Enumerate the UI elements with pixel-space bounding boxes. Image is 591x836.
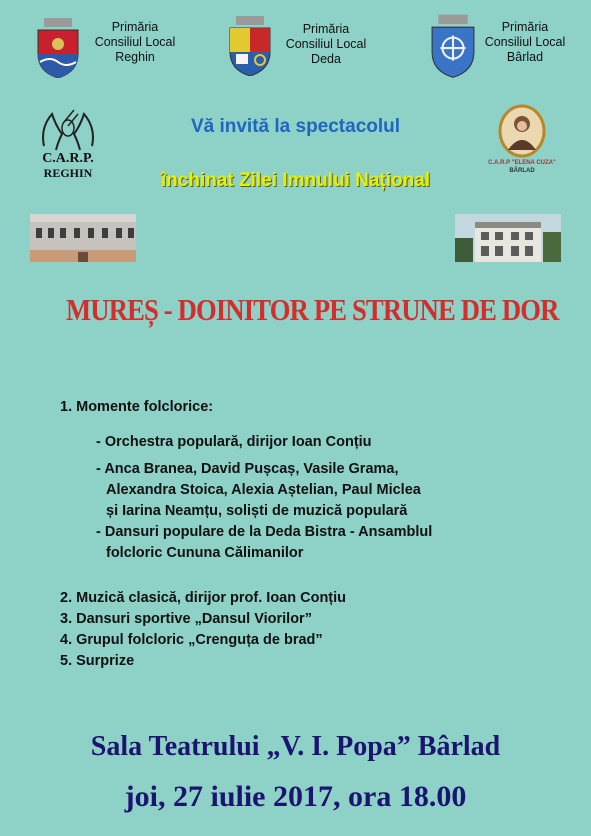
organizer-barlad [470,20,580,65]
program-sub-3-line2: folcloric Cununa Călimanilor [106,545,304,561]
program-item-3: 3. Dansuri sportive „Dansul Viorilor” [60,611,312,627]
program-sub-1: - Orchestra populară, dirijor Ioan Conțiu [96,434,372,450]
organizer-deda [276,22,376,67]
show-title: MUREȘ - DOINITOR PE STRUNE DE DOR [66,292,559,327]
organizer-line3: Bârlad [506,50,544,64]
organizer-line2: Consiliul Local [484,35,566,49]
program-item-5: 5. Surprize [60,653,135,669]
organizer-line3: Deda [311,52,341,66]
venue-text: Sala Teatrului „V. I. Popa” Bârlad [90,731,501,762]
program-item-4: 4. Grupul folcloric „Crenguța de brad” [60,632,323,648]
organizer-line1: Primăria [501,20,549,34]
reghin-building-photo [30,214,136,262]
program-item-2: 2. Muzică clasică, dirijor prof. Ioan Conțiu [60,590,347,606]
carp-reghin-line1: C.A.R.P. [42,151,94,166]
dedication-text: închinat Zilei Imnului Național [160,170,431,191]
program-sub-2-line2: Alexandra Stoica, Alexia Aștelian, Paul Miclea [106,482,421,498]
barlad-theatre-photo [455,214,561,262]
organizer-line3: Reghin [115,50,155,64]
date-time-text: joi, 27 iulie 2017, ora 18.00 [124,780,467,813]
carp-barlad-line1: C.A.R.P "ELENA CUZA" [488,160,556,166]
organizer-line1: Primăria [302,22,350,36]
organizer-line2: Consiliul Local [285,37,367,51]
reghin-coat-of-arms [36,18,80,78]
program-sub-3-line1: - Dansuri populare de la Deda Bistra - Ansamblul [96,524,433,540]
organizer-line1: Primăria [111,20,159,34]
program-item-1: 1. Momente folclorice: [60,399,214,415]
invite-text: Vă invită la spectacolul [190,116,401,137]
carp-barlad-line2: BÂRLAD [509,168,535,174]
carp-reghin-line2: REGHIN [43,166,93,180]
deda-coat-of-arms [228,16,272,76]
program-sub-2-line1: - Anca Branea, David Pușcaș, Vasile Grama, [96,461,399,477]
organizer-reghin [80,20,190,65]
organizer-line2: Consiliul Local [94,35,176,49]
program-sub-2-line3: și Iarina Neamțu, soliști de muzică populară [106,503,408,519]
